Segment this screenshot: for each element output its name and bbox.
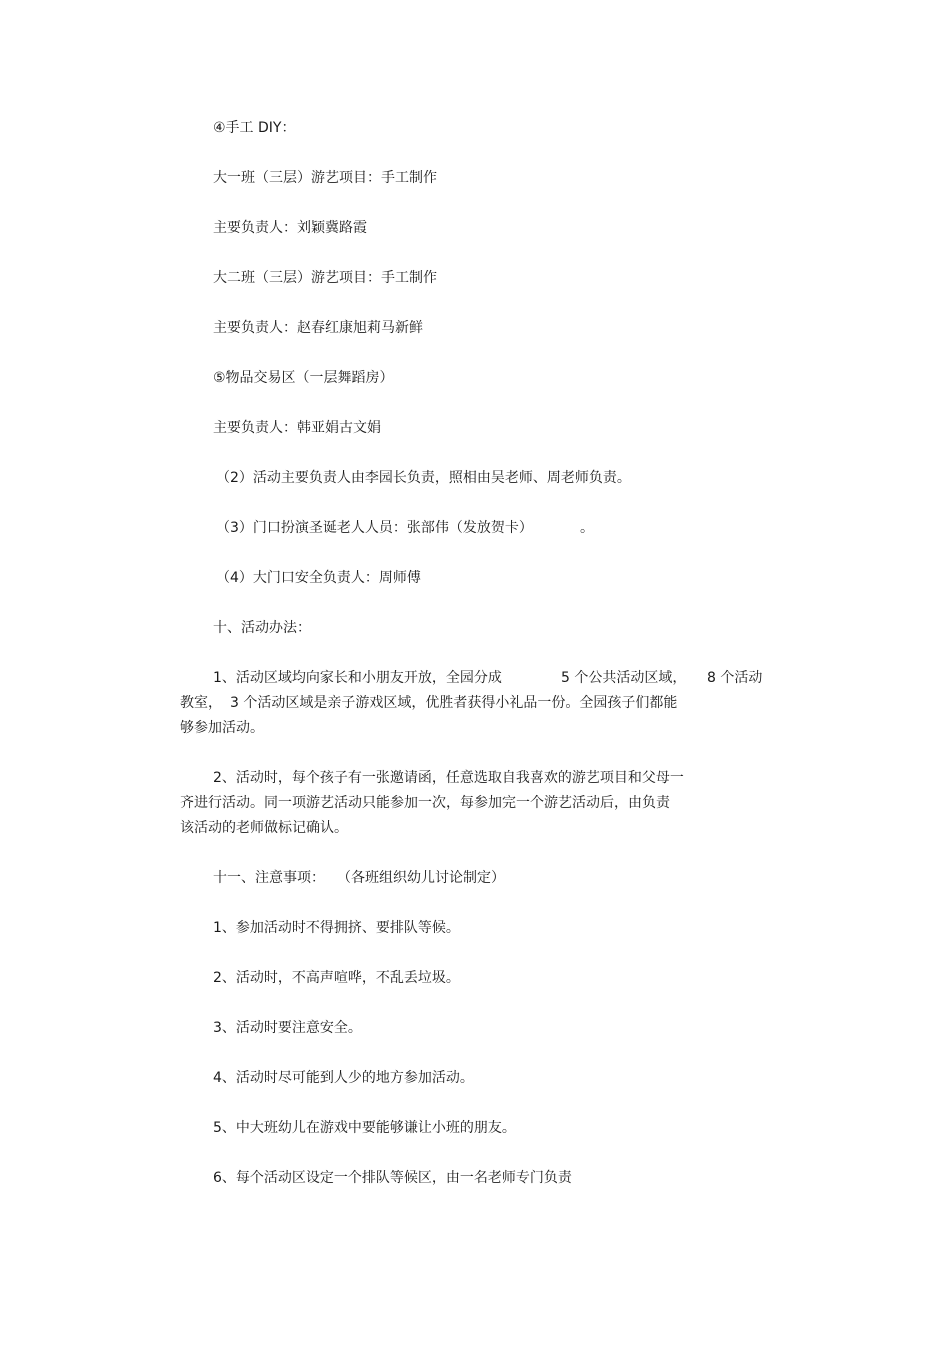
- class-da2-leaders: 主要负责人：赵春红康旭莉马新鲜: [213, 320, 423, 336]
- note-3: 3、活动时要注意安全。: [213, 1020, 362, 1036]
- section-11-title: 十一、注意事项：: [213, 870, 325, 886]
- class-da2-project: 大二班（三层）游艺项目：手工制作: [213, 270, 437, 286]
- section-handcraft-diy: ④手工 DIY：: [213, 120, 296, 136]
- item-3-santa-text: （3）门口扮演圣诞老人人员：张部伟（发放贺卡）: [216, 520, 533, 536]
- paragraph-1-line-1: [213, 670, 773, 686]
- class-da1-project: 大一班（三层）游艺项目：手工制作: [213, 170, 437, 186]
- note-4: 4、活动时尽可能到人少的地方参加活动。: [213, 1070, 474, 1086]
- paragraph-2-line-2: 齐进行活动。同一项游艺活动只能参加一次，每参加完一个游艺活动后，由负责: [180, 795, 670, 811]
- paragraph-2-line-3: 该活动的老师做标记确认。: [180, 820, 348, 836]
- paragraph-1-line-3: 够参加活动。: [180, 720, 264, 736]
- paragraph-2-line-1: 2、活动时，每个孩子有一张邀请函，任意选取自我喜欢的游艺项目和父母一: [213, 770, 684, 786]
- p1-l1-part-c: 8 个活动: [707, 670, 763, 686]
- item-3-santa: [216, 520, 594, 536]
- note-2: 2、活动时，不高声喧哗，不乱丢垃圾。: [213, 970, 460, 986]
- note-5: 5、中大班幼儿在游戏中要能够谦让小班的朋友。: [213, 1120, 516, 1136]
- paragraph-1-line-2: [180, 695, 740, 711]
- note-1: 1、参加活动时不得拥挤、要排队等候。: [213, 920, 460, 936]
- item-4-gate-safety: （4）大门口安全负责人：周师傅: [216, 570, 421, 586]
- section-11-note: （各班组织幼儿讨论制定）: [337, 870, 505, 886]
- section-10-heading: 十、活动办法：: [213, 620, 311, 636]
- p1-l1-part-a: 1、活动区域均向家长和小朋友开放，全园分成: [213, 670, 502, 686]
- p1-l2-part-b: 3 个活动区域是亲子游戏区域，优胜者获得小礼品一份。全园孩子们都能: [230, 695, 678, 711]
- item-2-main-leader: （2）活动主要负责人由李园长负责，照相由吴老师、周老师负责。: [216, 470, 631, 486]
- trade-area-leaders: 主要负责人：韩亚娟古文娟: [213, 420, 381, 436]
- class-da1-leaders: 主要负责人：刘颖冀路霞: [213, 220, 367, 236]
- section-11-heading: [213, 870, 613, 886]
- section-trade-area: ⑤物品交易区（一层舞蹈房）: [213, 370, 394, 386]
- item-3-santa-period: 。: [580, 520, 594, 536]
- p1-l2-part-a: 教室，: [180, 695, 222, 711]
- p1-l1-part-b: 5 个公共活动区域，: [561, 670, 687, 686]
- note-6: 6、每个活动区设定一个排队等候区，由一名老师专门负责: [213, 1170, 572, 1186]
